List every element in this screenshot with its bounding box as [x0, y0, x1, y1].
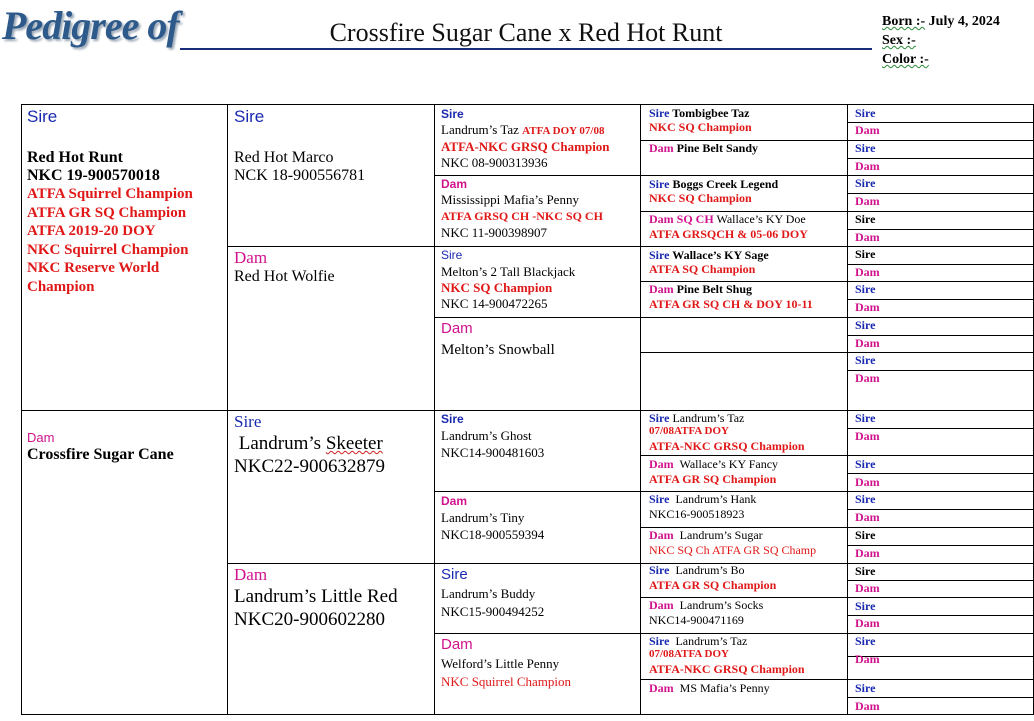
dss-reg: NKC14-900481603	[441, 445, 545, 460]
role-sire-label: Sire	[649, 492, 670, 506]
gen5-sire-label: Sire	[855, 634, 876, 648]
gen5-dam-label: Dam	[855, 546, 880, 560]
pedigree-tree	[21, 104, 1034, 715]
gen5-dam-label: Dam	[855, 371, 880, 385]
gen4-name: Pine Belt Shug	[676, 282, 753, 296]
gen4-cell	[649, 282, 849, 312]
gen4-cell	[649, 634, 849, 678]
role-sire-label: Sire	[649, 634, 670, 648]
sire-title: ATFA GR SQ Champion	[27, 204, 187, 221]
gen5-dam-label: Dam	[855, 159, 880, 173]
gen5-dam-label: Dam	[855, 300, 880, 314]
gen4-cell	[649, 457, 849, 487]
gen4-name: Wallace’s KY Doe	[716, 212, 806, 226]
gen5-dam-label: Dam	[855, 336, 880, 350]
role-sire-label: Sire	[441, 412, 464, 426]
gen3-ssd	[441, 177, 641, 241]
role-sire-label: Sire	[234, 412, 262, 431]
role-sire-label: Sire	[27, 107, 58, 126]
sex-row	[882, 31, 1000, 50]
gen4-reg: NKC14-900471169	[649, 613, 744, 627]
gen3-dss	[441, 412, 641, 461]
sire-title: ATFA 2019-20 DOY	[27, 223, 156, 239]
born-label: Born :-	[882, 14, 926, 29]
dsd-name: Landrum’s Tiny	[441, 510, 525, 525]
gen4-title: NKC SQ Ch ATFA GR SQ Champ	[649, 543, 817, 557]
gen3-sds	[441, 248, 641, 312]
gen4-name: Pine Belt Sandy	[676, 141, 759, 155]
gen3-dds	[441, 565, 641, 621]
role-dam-label: Dam	[441, 636, 473, 653]
sire-reg: NKC 19-900570018	[27, 167, 160, 184]
gen5-sire-label: Sire	[855, 411, 876, 425]
born-row	[882, 12, 1000, 31]
sss-title: ATFA-NKC GRSQ Champion	[441, 139, 610, 154]
sire-title: NKC Reserve World	[27, 260, 160, 276]
dss-name: Landrum’s Ghost	[441, 428, 532, 443]
gen5-dam-label: Dam	[855, 475, 880, 489]
gen3-sdd	[441, 319, 641, 361]
gen4-title: NKC SQ Champion	[649, 120, 752, 134]
sds-name: Melton’s 2 Tall Blackjack	[441, 264, 576, 279]
ss-name: Red Hot Marco	[234, 149, 334, 166]
ssd-name: Mississippi Mafia’s Penny	[441, 192, 579, 207]
gen5-sire-label: Sire	[855, 247, 876, 261]
gen2-dd	[234, 565, 434, 631]
gen4-cell	[649, 598, 849, 628]
gen2-ds	[234, 412, 434, 478]
ss-reg: NCK 18-900556781	[234, 167, 366, 184]
gen4-cell	[649, 177, 849, 205]
gen4-name: Landrum’s Taz	[675, 634, 748, 648]
gen3-ddd	[441, 635, 641, 691]
role-dam-label: Dam	[27, 430, 55, 445]
gen5-dam-label: Dam	[855, 510, 880, 524]
role-sire-label: Sire	[649, 248, 670, 262]
pedigree-logo: Pedigree of	[2, 3, 179, 48]
ds-name	[234, 432, 434, 455]
sire-title: Champion	[27, 278, 95, 295]
role-dam-label: Dam	[649, 457, 674, 471]
gen4-title: NKC SQ Champion	[649, 191, 752, 205]
gen4-name: MS Mafia’s Penny	[679, 681, 770, 695]
role-dam-label: Dam	[441, 320, 473, 337]
gen4-title: ATFA GR SQ Champion	[649, 578, 777, 592]
role-dam-label: Dam	[649, 282, 674, 296]
dds-name: Landrum’s Buddy	[441, 586, 536, 601]
born-value: July 4, 2024	[928, 14, 1000, 29]
gen4-title: 07/08ATFA DOY	[649, 648, 729, 660]
role-sire-label: Sire	[649, 563, 670, 577]
role-dam-label: Dam	[441, 177, 468, 191]
gen2-ss	[234, 107, 434, 185]
dd-reg: NKC20-900602280	[234, 609, 385, 630]
gen5-dam-label: Dam	[855, 699, 880, 713]
gen4-cell	[649, 528, 849, 558]
gen4-cell	[649, 681, 849, 695]
gen5-sire-label: Sire	[855, 212, 876, 226]
gen5-dam-label: Dam	[855, 616, 880, 630]
gen5-sire-label: Sire	[855, 564, 876, 578]
dd-name: Landrum’s Little Red	[234, 586, 398, 607]
gen1-sire	[27, 107, 227, 296]
gen4-cell	[649, 248, 849, 276]
gen5-sire-label: Sire	[855, 282, 876, 296]
gen4-cell	[649, 212, 849, 242]
gen4-title: ATFA GRSQCH & 05-06 DOY	[649, 227, 808, 241]
gen5-sire-label: Sire	[855, 457, 876, 471]
role-dam-label: Dam	[649, 141, 674, 155]
gen2-sd	[234, 248, 434, 286]
role-sire-label: Sire	[441, 107, 464, 121]
role-sire-label: Sire	[441, 248, 463, 262]
sire-title: NKC Squirrel Champion	[27, 241, 189, 258]
sds-title: NKC SQ Champion	[441, 280, 553, 295]
sex-label: Sex :-	[882, 33, 916, 48]
role-sire-label: Sire	[649, 106, 670, 120]
role-dam-label: Dam	[649, 681, 674, 695]
gen4-title: 07/08ATFA DOY	[649, 425, 729, 437]
gen4-name: Boggs Creek Legend	[672, 177, 779, 191]
ds-reg: NKC22-900632879	[234, 456, 385, 477]
gen4-cell	[649, 563, 849, 593]
ddd-title: NKC Squirrel Champion	[441, 674, 571, 689]
gen5-sire-label: Sire	[855, 106, 876, 120]
sire-name: Red Hot Runt	[27, 149, 124, 166]
gen4-title: ATFA-NKC GRSQ Champion	[649, 662, 805, 676]
sds-reg: NKC 14-900472265	[441, 296, 548, 311]
gen4-cell	[649, 411, 849, 455]
gen4-name: Landrum’s Sugar	[679, 528, 763, 542]
ds-name-text: Skeeter	[325, 433, 383, 454]
gen4-title: ATFA GR SQ Champion	[649, 472, 777, 486]
dog-info	[882, 12, 1000, 69]
gen5-dam-label: Dam	[855, 123, 880, 137]
sss-title: ATFA DOY 07/08	[522, 125, 605, 137]
role-dam-label: Dam	[649, 598, 674, 612]
gen4-name: Landrum’s Bo	[675, 563, 745, 577]
role-dam-label: Dam	[649, 212, 674, 226]
sire-title: ATFA Squirrel Champion	[27, 186, 193, 202]
role-sire-label: Sire	[234, 107, 265, 126]
gen4-name: Wallace’s KY Fancy	[679, 457, 779, 471]
gen4-title: SQ CH	[676, 212, 714, 226]
dds-reg: NKC15-900494252	[441, 604, 545, 619]
gen5-sire-label: Sire	[855, 681, 876, 695]
page-title: Crossfire Sugar Cane x Red Hot Runt	[329, 18, 723, 47]
gen4-name: Tombigbee Taz	[672, 106, 750, 120]
gen1-dam	[27, 430, 227, 464]
gen5-dam-label: Dam	[855, 652, 880, 666]
role-dam-label: Dam	[234, 248, 268, 267]
gen5-sire-label: Sire	[855, 176, 876, 190]
gen5-dam-label: Dam	[855, 230, 880, 244]
ssd-reg: NKC 11-900398907	[441, 225, 548, 240]
gen4-cell	[649, 492, 849, 522]
color-label: Color :-	[882, 52, 929, 67]
sdd-name: Melton’s Snowball	[441, 342, 555, 358]
dsd-reg: NKC18-900559394	[441, 527, 545, 542]
gen3-sss	[441, 107, 641, 171]
gen4-name: Landrum’s Taz	[672, 411, 745, 425]
gen5-sire-label: Sire	[855, 353, 876, 367]
role-dam-label: Dam	[441, 494, 468, 508]
gen5-sire-label: Sire	[855, 141, 876, 155]
gen5-dam-label: Dam	[855, 194, 880, 208]
sss-reg: NKC 08-900313936	[441, 155, 548, 170]
gen5-dam-label: Dam	[855, 265, 880, 279]
gen5-sire-label: Sire	[855, 599, 876, 613]
title-underline	[180, 48, 872, 50]
role-sire-label: Sire	[441, 566, 468, 583]
gen4-name: Wallace’s KY Sage	[672, 248, 769, 262]
sd-name: Red Hot Wolfie	[234, 268, 335, 285]
gen5-sire-label: Sire	[855, 492, 876, 506]
gen4-cell	[649, 106, 849, 134]
role-sire-label: Sire	[649, 411, 670, 425]
gen5-sire-label: Sire	[855, 318, 876, 332]
gen5-dam-label: Dam	[855, 581, 880, 595]
gen4-reg: NKC16-900518923	[649, 507, 745, 521]
color-row	[882, 50, 1000, 69]
gen4-title: ATFA-NKC GRSQ Champion	[649, 439, 805, 453]
gen4-title: ATFA SQ Champion	[649, 262, 756, 276]
ssd-title: ATFA GRSQ CH -NKC SQ CH	[441, 209, 603, 223]
gen4-title: ATFA GR SQ CH & DOY 10-11	[649, 297, 813, 311]
gen4-cell	[649, 141, 849, 155]
gen3-dsd	[441, 494, 641, 543]
gen4-name: Landrum’s Hank	[675, 492, 757, 506]
ds-name-text: Landrum’s	[238, 433, 322, 454]
gen5-dam-label: Dam	[855, 429, 880, 443]
dam-name: Crossfire Sugar Cane	[27, 446, 174, 463]
role-dam-label: Dam	[234, 565, 268, 584]
role-dam-label: Dam	[649, 528, 674, 542]
ddd-name: Welford’s Little Penny	[441, 656, 560, 671]
gen4-name: Landrum’s Socks	[679, 598, 764, 612]
gen5-sire-label: Sire	[855, 528, 876, 542]
sss-name: Landrum’s Taz	[441, 122, 519, 137]
role-sire-label: Sire	[649, 177, 670, 191]
